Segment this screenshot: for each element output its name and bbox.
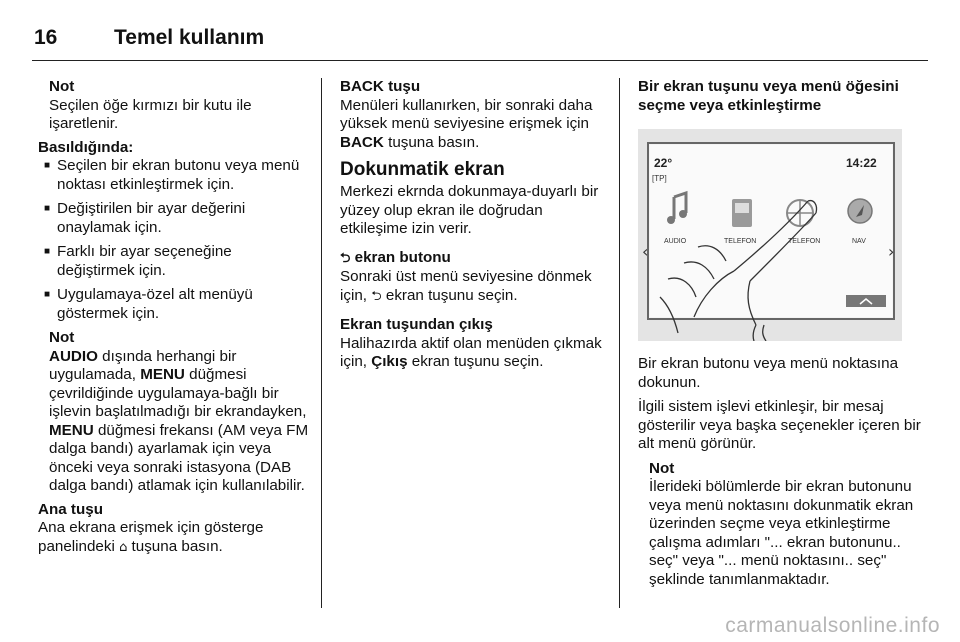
list-item: ■ Uygulamaya-özel alt menüyü göstermek için. <box>38 286 310 323</box>
page-header <box>34 20 264 56</box>
home-key-text <box>38 519 310 557</box>
note-selection <box>38 78 310 134</box>
select-title: Bir ekran tuşunu veya menü öğesini seçme veya etkinleştirme <box>638 78 899 114</box>
note-title: Not <box>649 459 675 477</box>
back-arrow-icon: ⮌ <box>371 288 382 304</box>
back-button-text <box>340 268 612 306</box>
chevron-right-icon: › <box>888 242 895 261</box>
note-text-part: dışında herhangi bir uygulamada, <box>49 347 237 383</box>
compass-icon <box>848 199 872 223</box>
page-title: Temel kullanım <box>114 26 265 49</box>
list-item: ■ Seçilen bir ekran butonu veya menü noktası etkinleştirmek için. <box>38 157 310 194</box>
screen-tp: [TP] <box>652 174 667 183</box>
phone-icon <box>732 199 752 227</box>
back-key-text <box>340 97 612 153</box>
exit-text-part: Halihazırda aktif olan menüden çıkmak için, <box>340 334 602 370</box>
column-divider-2 <box>619 78 620 608</box>
globe-icon <box>787 200 813 226</box>
note-text-part: düğmesi frekansı (AM veya FM dalga bandı) ayarlamak için veya önceki veya sonraki istasyona (DAB dalga bandı) atlamak için kullanılabilir. <box>49 421 309 494</box>
screen-temperature: 22° <box>654 156 673 170</box>
exit-text-part: ekran tuşunu seçin. <box>407 353 544 370</box>
note-title: Not <box>49 329 75 346</box>
back-text-part: Menüleri kullanırken, bir sonraki daha yüksek menü seviyesine erişmek için <box>340 96 593 132</box>
menu-key: MENU <box>140 366 185 383</box>
audio-key: AUDIO <box>49 347 98 365</box>
exit-key: Çıkış <box>371 353 408 370</box>
list-item: ■ Farklı bir ayar seçeneğine değiştirmek için. <box>38 243 310 280</box>
screen-icon-label: TELEFON <box>788 238 821 245</box>
touchscreen-illustration <box>638 129 902 341</box>
list-item: ■ Değiştirilen bir ayar değerini onaylamak için. <box>38 200 310 237</box>
page-number: 16 <box>34 26 58 49</box>
back-button-label: ekran butonu <box>350 248 451 266</box>
column-3 <box>638 78 928 594</box>
pressed-list <box>38 157 310 323</box>
back-key: BACK <box>340 133 384 151</box>
pressed-label: Basıldığında: <box>38 138 134 156</box>
system-response-text: İlgili sistem işlevi etkinleşir, bir mesaj gösterilir veya başka seçenekler içeren bir alt menü görünür. <box>638 398 921 452</box>
back-key-title: BACK tuşu <box>340 78 421 95</box>
screen-time: 14:22 <box>846 156 877 170</box>
exit-text <box>340 335 612 372</box>
menu-key: MENU <box>49 421 94 439</box>
back-button-title <box>340 249 612 269</box>
back-text-part: tuşuna basın. <box>383 133 480 151</box>
note-text <box>49 348 310 496</box>
home-key-title: Ana tuşu <box>38 500 103 518</box>
back-arrow-icon: ⮌ <box>340 250 351 266</box>
note-title: Not <box>49 78 75 95</box>
note-select <box>638 460 928 590</box>
screen-icon-label: NAV <box>852 238 866 245</box>
touchscreen-text: Merkezi ekrnda dokunmaya-duyarlı bir yüzey olup ekran ile doğrudan etkileşime izin verir. <box>340 183 599 237</box>
column-1 <box>38 78 310 557</box>
home-icon: ⌂ <box>119 539 128 555</box>
note-text: Seçilen öğe kırmızı bir kutu ile işaretlenir. <box>49 96 252 132</box>
back-button-text-part: Sonraki üst menü seviyesine dönmek için, <box>340 268 592 304</box>
touch-instruction: Bir ekran butonu veya menü noktasına dokunun. <box>638 355 899 391</box>
exit-title: Ekran tuşundan çıkış <box>340 316 493 333</box>
touchscreen-image <box>638 129 902 341</box>
screen-icon-label: TELEFON <box>724 238 757 245</box>
column-divider-1 <box>321 78 322 608</box>
touchscreen-heading: Dokunmatik ekran <box>340 159 505 180</box>
column-2 <box>340 78 612 378</box>
chevron-left-icon: ‹ <box>642 242 649 261</box>
home-text-part: Ana ekrana erişmek için gösterge panelindeki <box>38 519 264 555</box>
header-divider <box>32 60 928 61</box>
scroll-up-button <box>846 295 886 307</box>
note-text: İlerideki bölümlerde bir ekran butonunu veya menü noktasını dokunmatik ekran üzerinden seçme veya etkinleştirme çalışma adımları "... ekran butonunu.. seç" veya "... menü noktasını.. seç" şeklinde tanımlanmaktadır. <box>649 478 914 588</box>
note-menu-knob <box>38 329 310 496</box>
note-text-part: düğmesi çevrildiğinde uygulamaya-bağlı bir işlevin başlatılmadığı bir ekrandayken, <box>49 366 307 420</box>
home-text-part: tuşuna basın. <box>127 537 223 555</box>
back-button-text-part: ekran tuşunu seçin. <box>381 286 518 304</box>
screen-icon-label: AUDIO <box>664 238 687 245</box>
watermark: carmanualsonline.info <box>725 614 940 637</box>
